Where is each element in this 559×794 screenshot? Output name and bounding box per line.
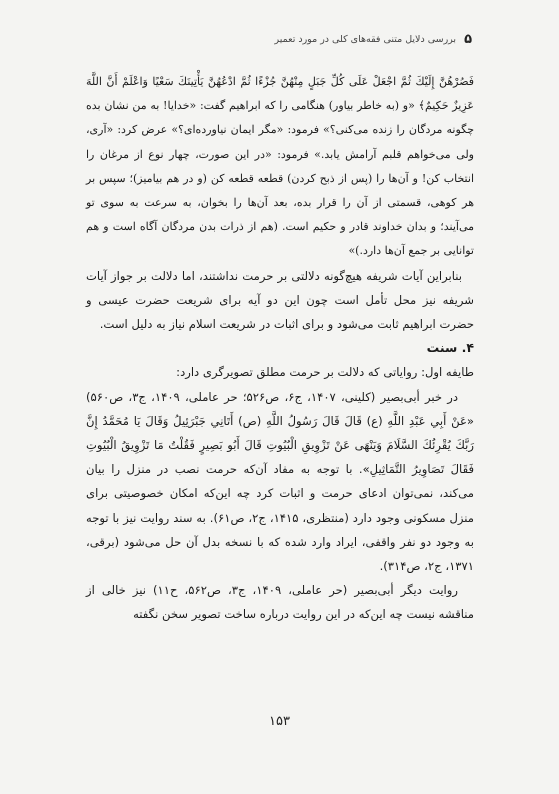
section-heading: ۴. سنت bbox=[426, 340, 474, 356]
running-header bbox=[92, 30, 472, 48]
header-page-number: ۵ bbox=[464, 31, 472, 47]
main-text bbox=[86, 70, 474, 627]
paragraph-second-narration: روایت دیگر أبی‌بصیر (حر عاملی، ۱۴۰۹، ج۳، ص۵۶۲، ح۱۱) نیز خالی از مناقشه نیست چه این‌که در این روایت درباره ساخت تصویر سخن نگفته bbox=[86, 583, 474, 622]
paragraph-hadith: در خبر أبی‌بصیر (کلینی، ۱۴۰۷، ج۶، ص۵۲۶؛ حر عاملی، ۱۴۰۹، ج۳، ص۵۶۰) «عَنْ أَبِي عَبْدِ اللَّهِ (ع) قَالَ قَالَ رَسُولُ اللَّهِ (ص) أَتَانِي جَبْرَئِيلُ وَقَالَ يَا مُحَمَّدُ إِنَّ رَبَّكَ يُقْرِئُكَ السَّلَامَ وَيَنْهَى عَنْ تَزْوِيقِ الْبُيُوتِ قَالَ أَبُو بَصِيرٍ فَقُلْتُ مَا تَزْوِيقُ الْبُيُوتِ فَقَالَ تَصَاوِيرُ التَّمَاثِيلِ». با توجه به مفاد آن‌که حرمت نصب در منزل را بیان می‌کند، نمی‌توان ادعای حرمت و اثبات کرد چه این‌که امکان خصوصیتی برای منزل مسکونی وجود دارد (منتظری، ۱۴۱۵، ج۲، ص۶۱). به سند روایت نیز با توجه به وجود دو نفر واقفی، ایراد وارد شده که با نسخه بدل آن حل می‌شود (برقی، ۱۳۷۱، ج۲، ص۳۱۴). bbox=[86, 389, 474, 574]
paragraph-conclusion: بنابراین آیات شریفه هیچ‌گونه دلالتی بر حرمت نداشتند، اما دلالت بر جواز آیات شریفه نیز محل تأمل است چون این دو آیه برای شریعت حضرت عیسی و حضرت ابراهیم ثابت می‌شود و برای اثبات در شریعت اسلام نیاز به دلیل است. bbox=[86, 268, 474, 332]
running-title: بررسی دلایل متنی فقه‌های کلی در مورد تعمیر bbox=[274, 33, 457, 45]
page-number: ۱۵۳ bbox=[269, 714, 290, 729]
sub-heading: طایفه اول: روایاتی که دلالت بر حرمت مطلق تصویرگری دارد: bbox=[176, 365, 474, 380]
paragraph-quran-translation: فَصُرْهُنَّ إِلَيْكَ ثُمَّ اجْعَلْ عَلَى كُلِّ جَبَلٍ مِنْهُنَّ جُزْءًا ثُمَّ ادْعُهُنَّ يَأْتِينَكَ سَعْيًا وَاعْلَمْ أَنَّ اللَّهَ عَزِيزٌ حَكِيمٌ﴾ «و (به خاطر بیاور) هنگامی را که ابراهیم گفت: «خدایا! به من نشان بده چگونه مردگان را زنده می‌کنی؟» فرمود: «مگر ایمان نیاورده‌ای؟» عرض کرد: «آری، ولی می‌خواهم قلبم آرامش یابد.» فرمود: «در این صورت، چهار نوع از مرغان را انتخاب کن! و آن‌ها را (پس از ذبح کردن) قطعه قطعه کن (و در هم بیامیز)؛ سپس بر هر کوهی، قسمتی از آن را قرار بده، بعد آن‌ها را بخوان، به سرعت به سوی تو می‌آیند؛ و بدان خداوند قادر و حکیم است. (هم از ذرات بدن مردگان آگاه است و هم توانایی بر جمع آن‌ها دارد.)» bbox=[86, 75, 474, 258]
